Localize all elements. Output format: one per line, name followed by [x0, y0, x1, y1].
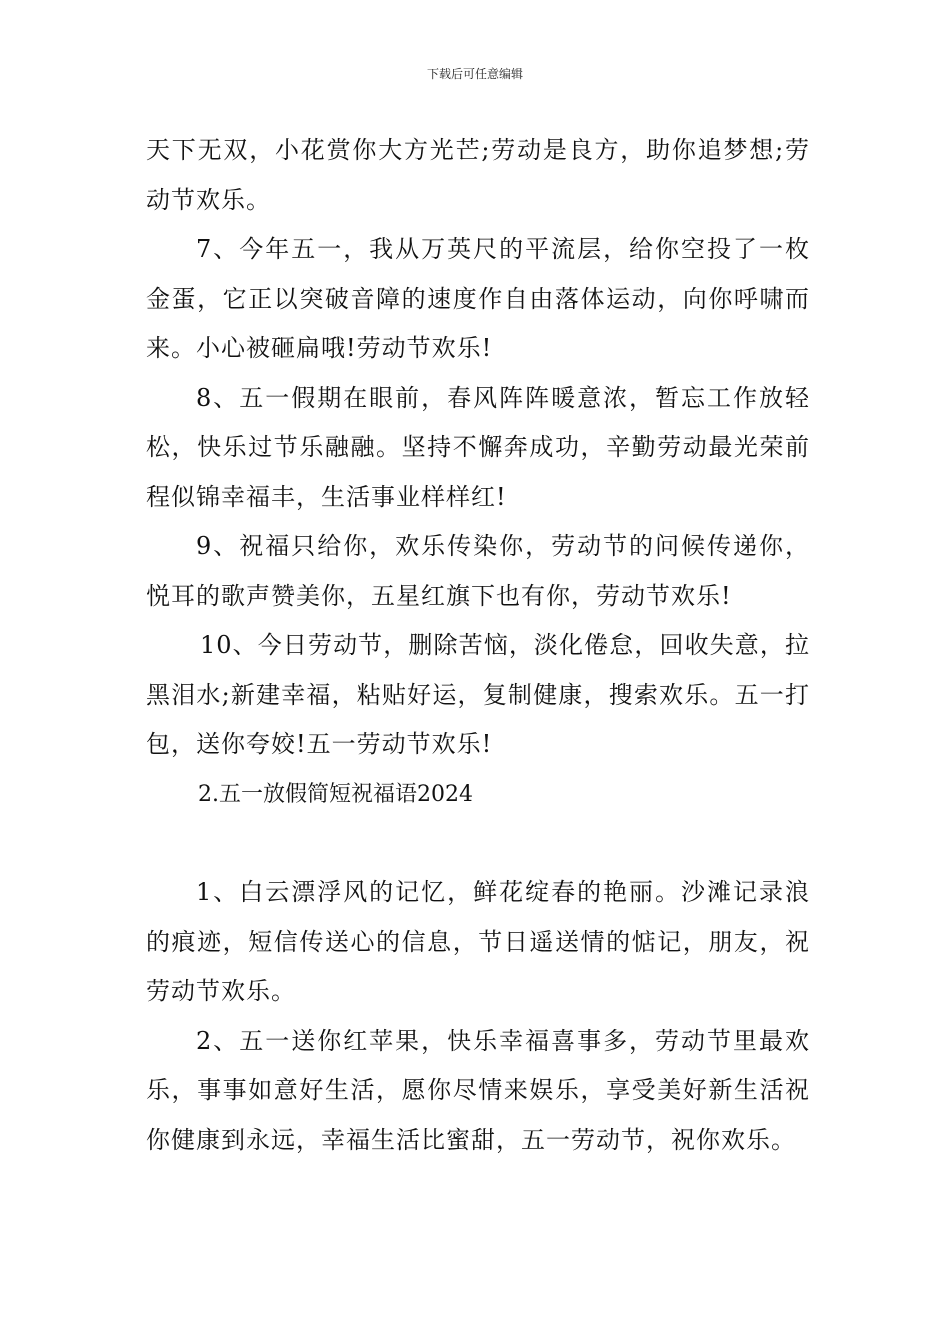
section-heading: 2.五一放假简短祝福语2024 [198, 781, 473, 807]
page-header-note: 下载后可任意编辑 [426, 67, 523, 81]
paragraph-item-10: 10、今日劳动节，删除苦恼，淡化倦怠，回收失意，拉黑泪水;新建幸福，粘贴好运，复制健康，搜索欢乐。五一打包，送你夸姣!五一劳动节欢乐! [146, 631, 810, 758]
section-paragraph-item-2: 2、五一送你红苹果，快乐幸福喜事多，劳动节里最欢乐，事事如意好生活，愿你尽情来娱乐，享受美好新生活祝你健康到永远，幸福生活比蜜甜，五一劳动节，祝你欢乐。 [146, 1026, 810, 1154]
paragraph-item-8: 8、五一假期在眼前，春风阵阵暖意浓，暂忘工作放轻松，快乐过节乐融融。坚持不懈奔成功，辛勤劳动最光荣前程似锦幸福丰，生活事业样样红! [146, 383, 810, 511]
document-body [146, 126, 810, 1165]
section-paragraph-item-1: 1、白云漂浮风的记忆，鲜花绽春的艳丽。沙滩记录浪的痕迹，短信传送心的信息，节日遥送情的惦记，朋友，祝劳动节欢乐。 [146, 878, 810, 1005]
paragraph-continuation: 天下无双，小花赏你大方光芒;劳动是良方，助你追梦想;劳动节欢乐。 [146, 136, 810, 214]
paragraph-item-9: 9、祝福只给你，欢乐传染你，劳动节的问候传递你，悦耳的歌声赞美你，五星红旗下也有你，劳动节欢乐! [146, 532, 810, 610]
paragraph-item-7: 7、今年五一，我从万英尺的平流层，给你空投了一枚金蛋，它正以突破音障的速度作自由落体运动，向你呼啸而来。小心被砸扁哦!劳动节欢乐! [146, 235, 810, 362]
section-spacer [146, 819, 810, 868]
